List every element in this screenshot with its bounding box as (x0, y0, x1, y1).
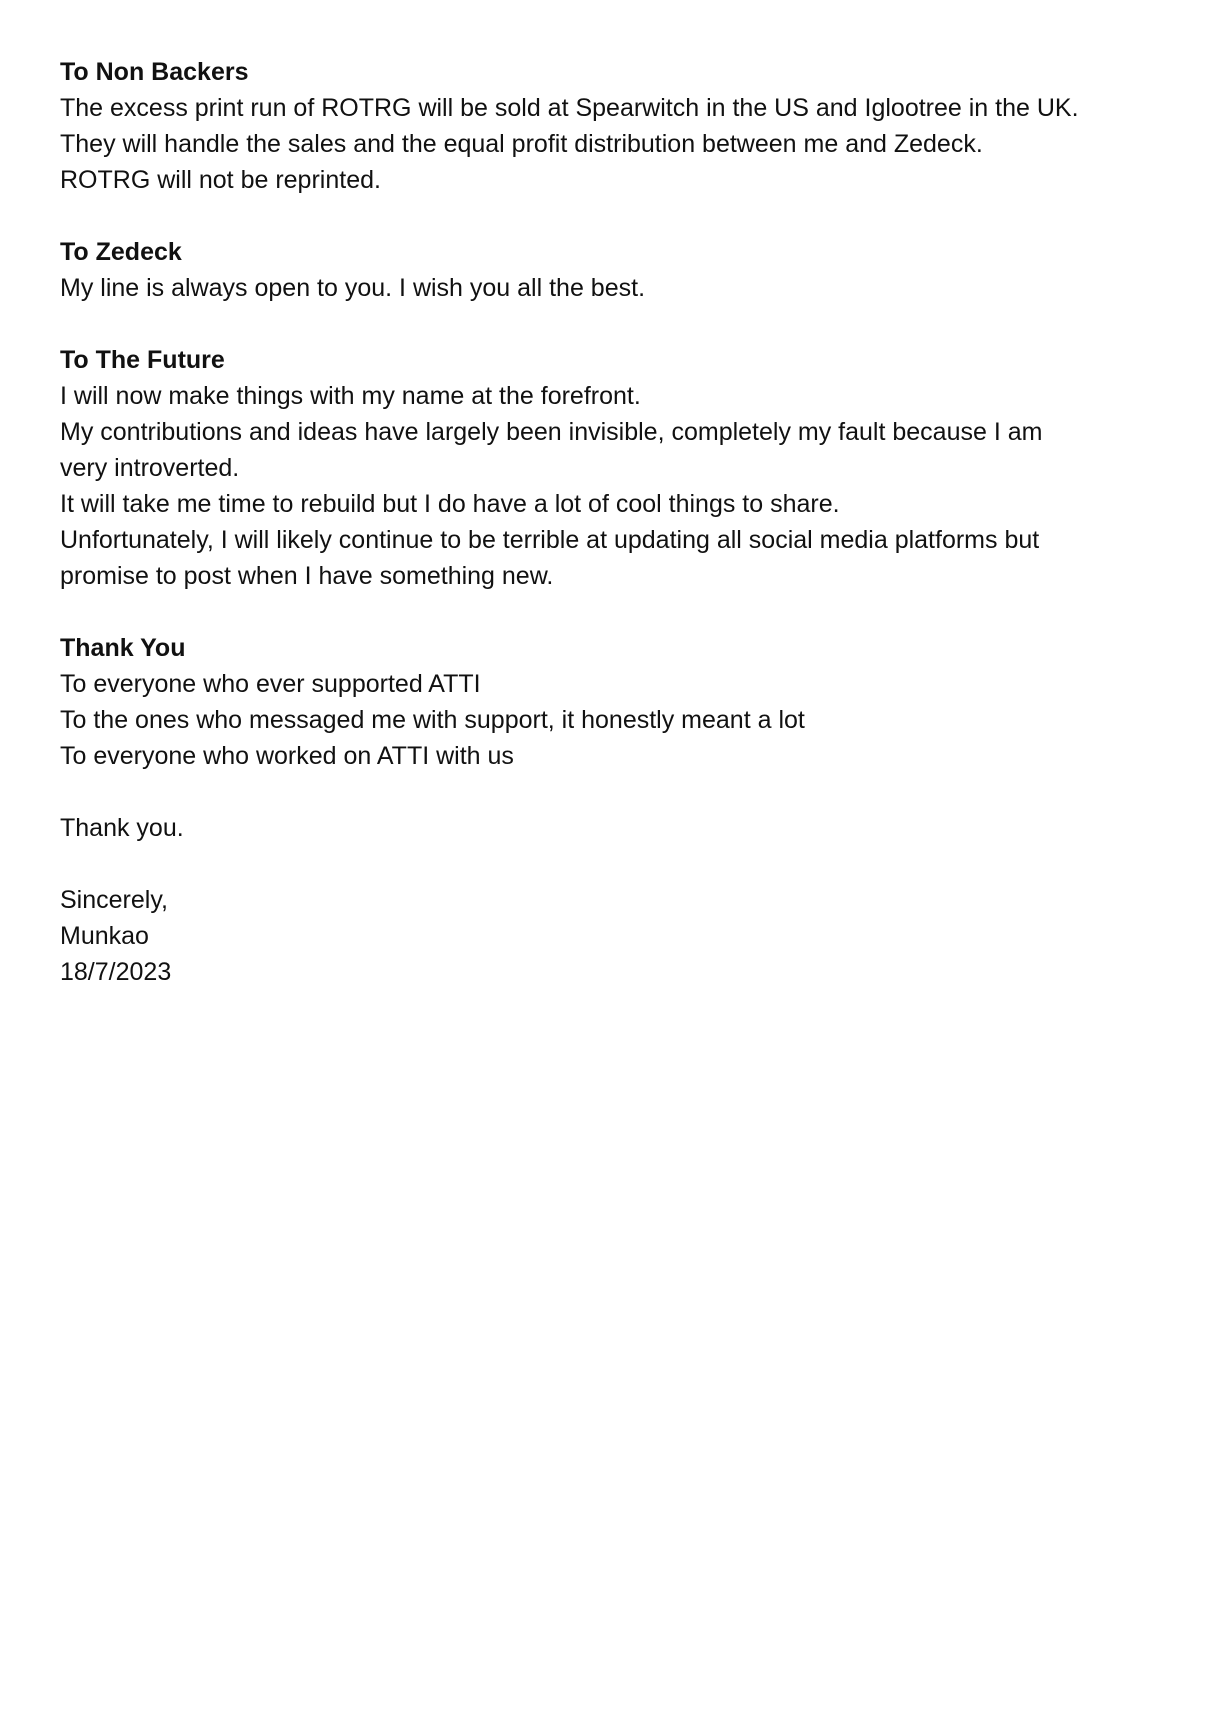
paragraph-line: My contributions and ideas have largely been invisible, completely my fault because I am (60, 418, 1043, 446)
paragraph-line: To everyone who ever supported ATTI (60, 670, 481, 698)
paragraph-line: I will now make things with my name at the forefront. (60, 382, 641, 410)
section-to-zedeck (60, 234, 1180, 306)
section-heading: To Non Backers (60, 58, 249, 86)
paragraph-line: My line is always open to you. I wish you all the best. (60, 274, 646, 302)
paragraph-line: It will take me time to rebuild but I do have a lot of cool things to share. (60, 490, 840, 518)
salutation: Sincerely, (60, 886, 168, 914)
letter-date: 18/7/2023 (60, 958, 172, 986)
paragraph-line: ROTRG will not be reprinted. (60, 166, 381, 194)
paragraph-line: To the ones who messaged me with support, it honestly meant a lot (60, 706, 805, 734)
letter-page (60, 54, 1180, 1026)
paragraph-line: To everyone who worked on ATTI with us (60, 742, 514, 770)
signoff-block (60, 882, 1180, 990)
section-heading: To The Future (60, 346, 225, 374)
section-heading: To Zedeck (60, 238, 182, 266)
paragraph-line: Unfortunately, I will likely continue to be terrible at updating all social media platforms but (60, 526, 1040, 554)
paragraph-line: promise to post when I have something new. (60, 562, 554, 590)
section-to-non-backers (60, 54, 1180, 198)
author-name: Munkao (60, 922, 149, 950)
section-thank-you (60, 630, 1180, 774)
closing-section (60, 810, 1180, 846)
paragraph-line: They will handle the sales and the equal profit distribution between me and Zedeck. (60, 130, 983, 158)
paragraph-line: The excess print run of ROTRG will be sold at Spearwitch in the US and Iglootree in the UK. (60, 94, 1079, 122)
section-to-the-future (60, 342, 1180, 594)
section-heading: Thank You (60, 634, 186, 662)
paragraph-line: very introverted. (60, 454, 240, 482)
closing-line: Thank you. (60, 814, 184, 842)
